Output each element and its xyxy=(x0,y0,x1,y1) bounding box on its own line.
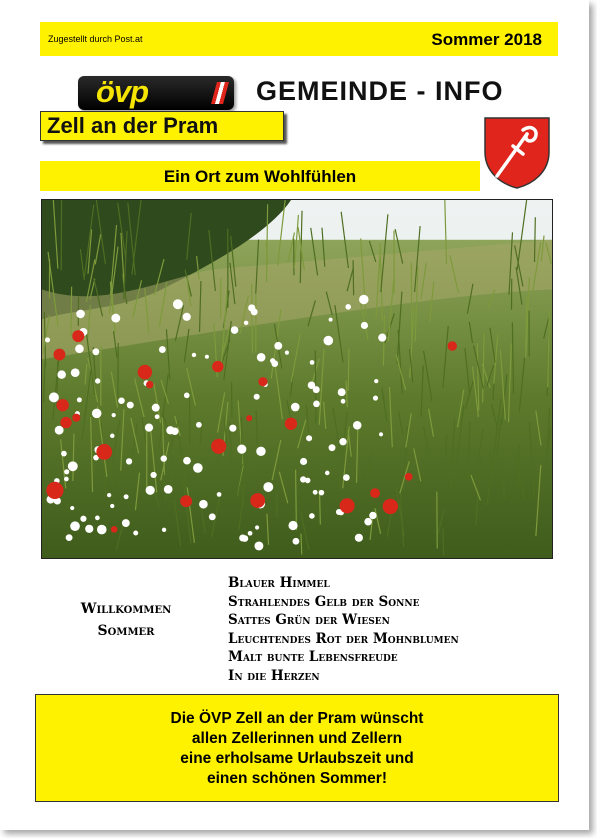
daisy xyxy=(183,457,191,465)
daisy xyxy=(353,421,362,430)
daisy xyxy=(77,397,82,402)
daisy xyxy=(364,518,372,526)
daisy xyxy=(309,513,315,519)
daisy xyxy=(92,348,99,355)
daisy xyxy=(373,395,378,400)
daisy xyxy=(313,400,320,407)
daisy xyxy=(256,447,266,456)
greeting-box xyxy=(35,694,559,802)
daisy xyxy=(291,403,300,412)
daisy xyxy=(97,525,107,535)
poppy xyxy=(72,414,80,422)
daisy xyxy=(355,534,363,542)
daisy xyxy=(229,425,236,432)
daisy xyxy=(374,379,378,383)
daisy xyxy=(257,353,266,362)
daisy xyxy=(183,313,191,321)
daisy xyxy=(313,490,318,495)
daisy xyxy=(95,378,100,383)
poppy xyxy=(405,473,413,481)
poppy xyxy=(285,418,297,430)
newsletter-title: GEMEINDE - INFO xyxy=(256,76,504,106)
daisy xyxy=(146,486,155,495)
edition-label: Sommer 2018 xyxy=(431,30,542,49)
daisy xyxy=(209,513,216,520)
daisy xyxy=(71,368,80,377)
coat-of-arms-icon xyxy=(483,116,551,190)
poppy xyxy=(54,349,66,361)
daisy xyxy=(95,516,100,521)
daisy xyxy=(361,322,368,329)
municipality-banner xyxy=(40,111,284,141)
delivery-note: Zugestellt durch Post.at xyxy=(48,34,143,44)
poem-line: Sattes Grün der Wiesen xyxy=(228,612,390,628)
daisy xyxy=(150,472,156,478)
daisy xyxy=(255,525,259,529)
summer-poem xyxy=(228,574,459,685)
daisy xyxy=(92,409,102,419)
daisy xyxy=(199,500,208,509)
poem-line: In die Herzen xyxy=(228,667,320,684)
daisy xyxy=(341,399,346,404)
poem-line: Blauer Himmel xyxy=(228,575,330,591)
daisy xyxy=(254,394,260,400)
daisy xyxy=(70,521,80,531)
daisy xyxy=(162,528,166,532)
daisy xyxy=(196,422,202,428)
daisy xyxy=(45,337,50,342)
daisy xyxy=(359,295,369,305)
poem-line: Malt bunte Lebensfreude xyxy=(228,649,398,665)
poppy xyxy=(138,365,152,379)
daisy xyxy=(378,334,386,342)
daisy xyxy=(248,531,253,536)
daisy xyxy=(49,392,59,402)
welcome-line-2: Sommer xyxy=(97,623,155,639)
daisy xyxy=(127,402,134,409)
welcome-line-1: Willkommen xyxy=(80,601,172,617)
greeting-line: Die ÖVP Zell an der Pram wünscht xyxy=(170,710,424,727)
top-banner xyxy=(40,22,558,56)
daisy xyxy=(343,474,350,481)
poppy xyxy=(448,341,457,350)
daisy xyxy=(300,458,307,465)
poppy xyxy=(383,499,398,514)
flag-stripe-icon xyxy=(211,82,229,104)
poppy xyxy=(246,415,252,421)
daisy xyxy=(66,534,73,541)
daisy xyxy=(288,521,297,530)
poppy xyxy=(340,498,355,513)
greeting-line: einen schönen Sommer! xyxy=(206,770,387,787)
daisy xyxy=(110,504,114,508)
poppy xyxy=(111,526,118,533)
daisy xyxy=(70,506,74,510)
poppy xyxy=(96,444,112,460)
daisy xyxy=(166,426,174,434)
daisy xyxy=(217,492,222,497)
poem-line: Strahlendes Gelb der Sonne xyxy=(228,593,420,610)
daisy xyxy=(205,355,209,359)
poppy xyxy=(258,377,267,386)
daisy xyxy=(300,476,306,482)
daisy xyxy=(329,318,333,322)
daisy xyxy=(173,299,183,309)
daisy xyxy=(161,455,167,461)
grass-blade xyxy=(252,284,253,353)
daisy xyxy=(64,469,69,474)
daisy xyxy=(237,445,246,454)
daisy xyxy=(306,435,312,441)
daisy xyxy=(76,310,85,319)
daisy xyxy=(61,451,67,457)
greeting-line: allen Zellerinnen und Zellern xyxy=(191,730,403,747)
poppy xyxy=(250,493,265,508)
grass-blade xyxy=(534,217,535,262)
poppy xyxy=(211,439,226,454)
daisy xyxy=(308,381,316,389)
daisy xyxy=(270,358,275,363)
daisy xyxy=(110,434,115,439)
daisy xyxy=(124,494,129,499)
daisy xyxy=(126,458,132,464)
daisy xyxy=(159,346,166,353)
logo-text: övp xyxy=(96,74,149,109)
greeting-line: eine erholsame Urlaubszeit und xyxy=(180,750,414,767)
daisy xyxy=(319,490,325,496)
daisy xyxy=(107,493,111,497)
daisy xyxy=(231,326,239,334)
daisy xyxy=(192,353,196,357)
daisy xyxy=(293,538,300,545)
poppy xyxy=(180,495,192,507)
daisy xyxy=(329,444,336,451)
daisy xyxy=(75,344,84,353)
daisy xyxy=(133,531,138,536)
slogan-text: Ein Ort zum Wohlfühlen xyxy=(163,167,357,186)
poppy xyxy=(46,482,63,499)
party-logo xyxy=(78,76,234,110)
grass-blade xyxy=(71,287,72,337)
daisy xyxy=(244,321,249,326)
daisy xyxy=(239,535,246,542)
poppy xyxy=(60,417,71,428)
grass-blade xyxy=(301,534,302,555)
daisy xyxy=(118,397,125,404)
poppy xyxy=(72,330,84,342)
municipality-name: Zell an der Pram xyxy=(47,113,219,138)
poppy xyxy=(370,488,380,498)
poppy xyxy=(146,381,154,388)
daisy xyxy=(122,519,130,527)
grass-blade xyxy=(296,470,297,530)
daisy xyxy=(57,370,66,378)
daisy xyxy=(369,512,376,519)
daisy xyxy=(64,477,69,482)
daisy xyxy=(274,342,282,350)
daisy xyxy=(310,360,315,365)
daisy xyxy=(251,308,258,315)
slogan-banner xyxy=(40,161,480,191)
grass-blade xyxy=(443,529,444,556)
grass-blade xyxy=(348,348,349,390)
daisy xyxy=(80,516,86,522)
daisy xyxy=(164,485,173,494)
daisy xyxy=(324,336,334,346)
grass-blade xyxy=(353,260,354,295)
grass-blade xyxy=(504,475,505,499)
daisy xyxy=(55,426,64,435)
meadow-photo xyxy=(41,199,553,559)
daisy xyxy=(379,432,383,436)
daisy xyxy=(112,413,116,417)
daisy xyxy=(184,392,190,398)
daisy xyxy=(325,471,330,476)
daisy xyxy=(85,525,93,533)
daisy xyxy=(152,404,160,412)
daisy xyxy=(339,438,346,445)
daisy xyxy=(263,482,273,492)
daisy xyxy=(68,461,78,471)
daisy xyxy=(145,423,153,431)
grass-blade xyxy=(518,443,519,487)
poppy xyxy=(56,399,68,411)
daisy xyxy=(155,414,160,419)
poppy xyxy=(212,361,223,372)
daisy xyxy=(111,314,120,323)
welcome-heading xyxy=(52,598,200,642)
daisy xyxy=(193,463,203,473)
poem-line: Leuchtendes Rot der Mohnblumen xyxy=(228,630,459,647)
daisy xyxy=(338,388,346,396)
daisy xyxy=(285,351,289,355)
daisy xyxy=(254,541,263,550)
daisy xyxy=(345,304,351,310)
